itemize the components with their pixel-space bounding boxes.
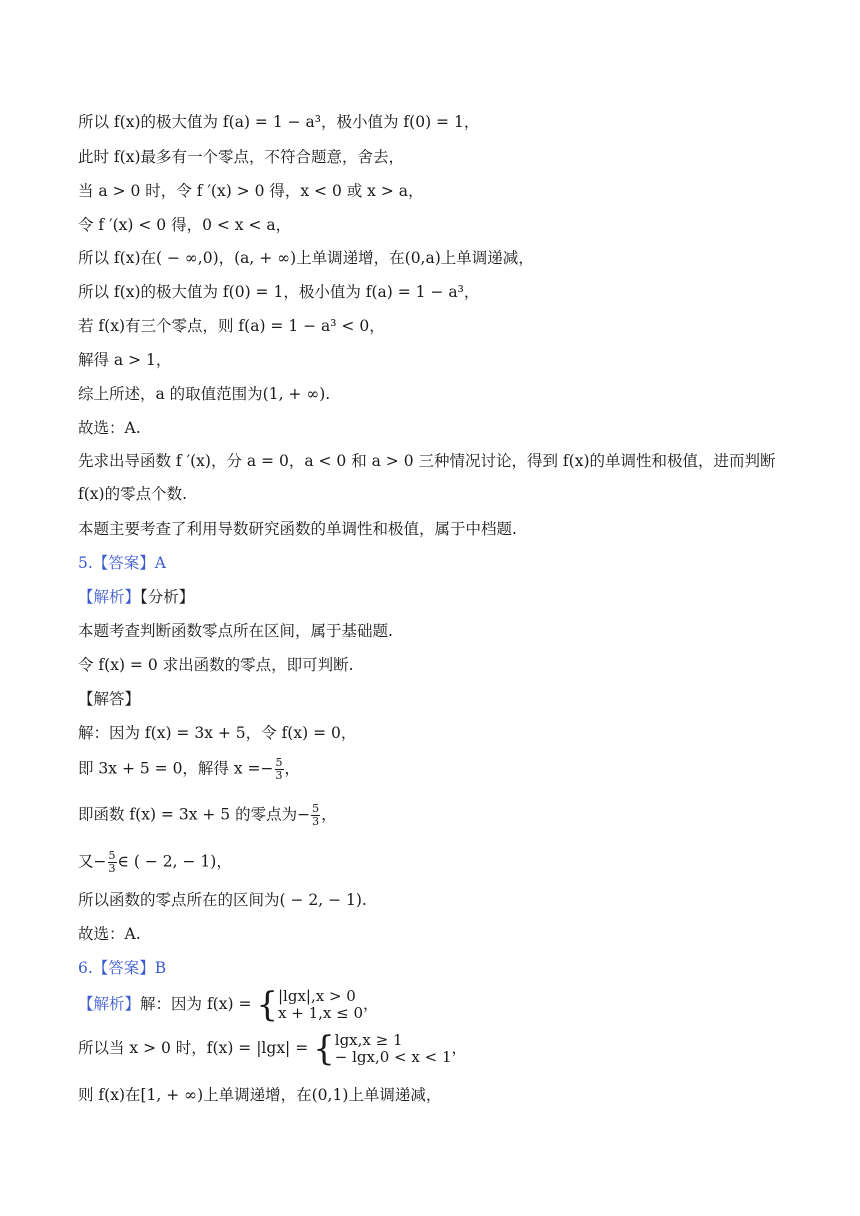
text-line: 故选：A. bbox=[78, 419, 141, 437]
fraction-denominator: 3 bbox=[275, 769, 283, 782]
piecewise-cases bbox=[278, 988, 363, 1022]
piecewise-line bbox=[78, 985, 379, 1025]
text-line-with-fraction bbox=[78, 803, 337, 828]
fenxi-tag: 【分析】 bbox=[140, 588, 195, 606]
text-line: 令 f ′(x) < 0 得，0 < x < a， bbox=[78, 216, 292, 234]
fraction bbox=[108, 850, 117, 875]
fraction-denominator: 3 bbox=[312, 815, 320, 828]
jieda-tag: 【解答】 bbox=[78, 690, 141, 708]
brace-glyph: { bbox=[313, 1029, 335, 1069]
text-segment: 即 3x + 5 = 0，解得 x =− bbox=[78, 759, 274, 778]
text-line: 解：因为 f(x) = 3x + 5，令 f(x) = 0， bbox=[78, 724, 357, 742]
text-line-with-fraction bbox=[78, 757, 300, 782]
text-segment: ， bbox=[451, 1039, 467, 1057]
case-row: − lgx,0 < x < 1 bbox=[334, 1048, 452, 1066]
piecewise-cases bbox=[335, 1032, 452, 1066]
text-line: 令 f(x) = 0 求出函数的零点，即可判断. bbox=[78, 656, 354, 674]
text-segment: 又− bbox=[78, 852, 107, 871]
jiexi-tag: 【解析】 bbox=[78, 995, 141, 1013]
text-line: 当 a > 0 时，令 f ′(x) > 0 得，x < 0 或 x > a， bbox=[78, 182, 424, 200]
fraction-denominator: 3 bbox=[108, 862, 116, 875]
text-segment: 解：因为 f(x) = bbox=[140, 995, 257, 1013]
text-segment: ， bbox=[284, 759, 301, 778]
text-line: 本题考查判断函数零点所在区间，属于基础题. bbox=[78, 622, 393, 640]
text-line: 则 f(x)在[1, + ∞)上单调递增，在(0,1)上单调递减， bbox=[78, 1086, 442, 1104]
fraction-numerator: 5 bbox=[312, 802, 320, 815]
q6-answer-heading: 6.【答案】B bbox=[78, 959, 167, 977]
q5-section-tags bbox=[78, 587, 194, 607]
text-segment: ， bbox=[362, 995, 379, 1013]
text-segment: 即函数 f(x) = 3x + 5 的零点为− bbox=[78, 805, 311, 824]
jiexi-tag: 【解析】 bbox=[78, 588, 141, 606]
piecewise-line bbox=[78, 1029, 467, 1069]
text-line: 故选：A. bbox=[78, 925, 141, 943]
text-segment: ， bbox=[321, 805, 337, 824]
analysis-paragraph: 先求出导函数 f ′(x)，分 a = 0，a < 0 和 a > 0 三种情况讨论，得到 f(x)的单调性和极值，进而判断 f(x)的零点个数. bbox=[78, 452, 776, 503]
fraction bbox=[275, 757, 284, 782]
case-row: x + 1,x ≤ 0 bbox=[278, 1004, 363, 1022]
brace-glyph: { bbox=[256, 985, 278, 1025]
q5-answer-heading: 5.【答案】A bbox=[78, 554, 166, 572]
fraction-numerator: 5 bbox=[108, 849, 116, 862]
text-line: 综上所述，a 的取值范围为(1, + ∞). bbox=[78, 385, 331, 403]
fraction-numerator: 5 bbox=[275, 756, 283, 769]
text-line-with-fraction bbox=[78, 850, 232, 875]
text-line: 本题主要考查了利用导数研究函数的单调性和极值，属于中档题. bbox=[78, 520, 517, 538]
text-segment: 所以当 x > 0 时，f(x) = |lgx| = bbox=[78, 1039, 314, 1057]
text-line: 所以 f(x)的极大值为 f(0) = 1，极小值为 f(a) = 1 − a³， bbox=[78, 283, 480, 301]
text-line: 解得 a > 1， bbox=[78, 351, 172, 369]
text-segment: ∈ ( − 2, − 1)， bbox=[117, 852, 232, 871]
text-line: 若 f(x)有三个零点，则 f(a) = 1 − a³ < 0， bbox=[78, 317, 385, 335]
fraction bbox=[311, 803, 320, 828]
text-line: 所以函数的零点所在的区间为( − 2, − 1). bbox=[78, 891, 367, 909]
case-row: |lgx|,x > 0 bbox=[278, 987, 356, 1005]
text-line: 所以 f(x)的极大值为 f(a) = 1 − a³，极小值为 f(0) = 1， bbox=[78, 113, 480, 131]
case-row: lgx,x ≥ 1 bbox=[334, 1031, 403, 1049]
text-line: 所以 f(x)在( − ∞,0)，(a, + ∞)上单调递增，在(0,a)上单调递减， bbox=[78, 249, 534, 267]
text-line: 此时 f(x)最多有一个零点，不符合题意，舍去， bbox=[78, 148, 405, 166]
